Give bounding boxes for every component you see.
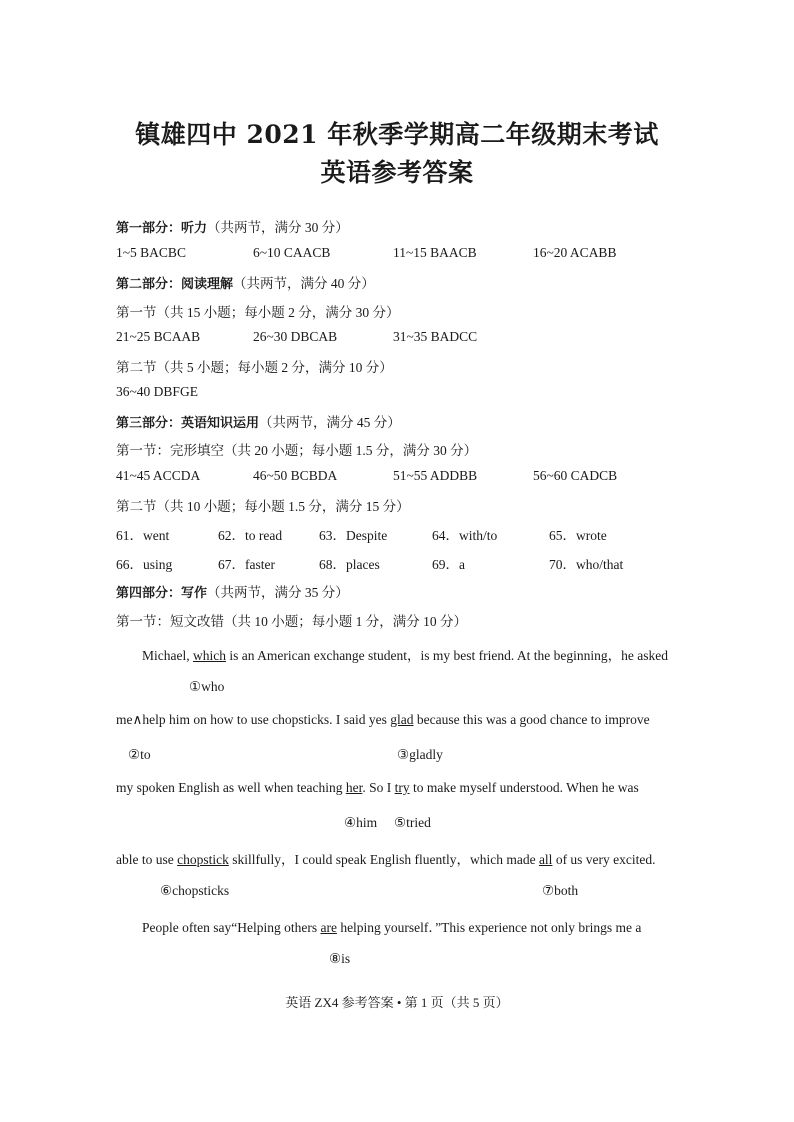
fill-answer: 67．faster bbox=[218, 557, 275, 572]
fill-answer: 68．places bbox=[319, 557, 380, 572]
page-title: 镇雄四中 2021 年秋季学期高二年级期末考试 bbox=[135, 120, 659, 149]
fill-answer: 65．wrote bbox=[549, 528, 607, 543]
part4-header bbox=[116, 581, 349, 601]
fill-answer: 62．to read bbox=[218, 528, 283, 543]
error-word: try bbox=[394, 780, 410, 795]
part3-header bbox=[116, 411, 401, 431]
part1-header bbox=[116, 216, 349, 236]
error-word: her bbox=[345, 780, 363, 795]
answer-group: 16~20 ACABB bbox=[533, 245, 617, 260]
part3-section2-label: 第二节（共 10 小题；每小题 1.5 分，满分 15 分） bbox=[116, 499, 410, 514]
answer-group: 31~35 BADCC bbox=[393, 329, 478, 344]
answer-group: 46~50 BCBDA bbox=[253, 468, 338, 483]
part1-heading: 第一部分：听力 bbox=[116, 221, 208, 236]
correction: ③gladly bbox=[397, 747, 443, 762]
part2-note: （共两节，满分 40 分） bbox=[233, 276, 375, 291]
answer-group: 6~10 CAACB bbox=[253, 245, 331, 260]
error-word: chopstick bbox=[177, 852, 229, 867]
error-word: which bbox=[192, 648, 226, 663]
part2-section2-label: 第二节（共 5 小题；每小题 2 分，满分 10 分） bbox=[116, 360, 393, 375]
fill-answer: 61．went bbox=[116, 528, 170, 543]
part2-section1-label: 第一节（共 15 小题；每小题 2 分，满分 30 分） bbox=[116, 305, 400, 320]
fill-answer: 70．who/that bbox=[549, 557, 624, 572]
correction: ⑧is bbox=[329, 951, 351, 966]
correction: ⑦both bbox=[542, 883, 579, 898]
part3-heading: 第三部分：英语知识运用 bbox=[116, 416, 260, 431]
part3-section1-label: 第一节：完形填空（共 20 小题；每小题 1.5 分，满分 30 分） bbox=[116, 443, 478, 458]
essay-line-3: my spoken English as well when teaching her. So I try to make myself understood. When he was bbox=[116, 780, 639, 795]
page-subtitle: 英语参考答案 bbox=[320, 158, 474, 187]
part4-section1-label: 第一节：短文改错（共 10 小题；每小题 1 分，满分 10 分） bbox=[116, 614, 467, 629]
answer-group: 51~55 ADDBB bbox=[393, 468, 478, 483]
essay-line-5: People often say“Helping others are helping yourself．”This experience not only brings me a bbox=[142, 920, 642, 935]
correction: ②to bbox=[128, 747, 151, 762]
part1-note: （共两节，满分 30 分） bbox=[207, 220, 349, 235]
answer-group: 26~30 DBCAB bbox=[253, 329, 338, 344]
error-word: all bbox=[538, 852, 553, 867]
part2-header bbox=[116, 272, 375, 292]
error-word: glad bbox=[390, 712, 414, 727]
part3-note: （共两节，满分 45 分） bbox=[259, 415, 401, 430]
part4-heading: 第四部分：写作 bbox=[116, 586, 208, 601]
answer-group: 1~5 BACBC bbox=[116, 245, 186, 260]
fill-answer: 69．a bbox=[432, 557, 465, 572]
error-word: are bbox=[320, 920, 337, 935]
answer-group: 11~15 BAACB bbox=[393, 245, 477, 260]
answer-group: 21~25 BCAAB bbox=[116, 329, 201, 344]
fill-answer: 63．Despite bbox=[319, 528, 388, 543]
correction: ④him bbox=[344, 815, 378, 830]
part4-note: （共两节，满分 35 分） bbox=[207, 585, 349, 600]
fill-answer: 66．using bbox=[116, 557, 173, 572]
answer-group: 56~60 CADCB bbox=[533, 468, 618, 483]
essay-line-2: me∧help him on how to use chopsticks. I said yes glad because this was a good chance to improve bbox=[116, 712, 650, 727]
essay-line-1: Michael, which is an American exchange student，is my best friend. At the beginning，he asked bbox=[142, 648, 669, 663]
page-footer: 英语 ZX4 参考答案 • 第 1 页（共 5 页） bbox=[285, 995, 509, 1010]
correction: ⑥chopsticks bbox=[160, 883, 230, 898]
answer-group: 41~45 ACCDA bbox=[116, 468, 201, 483]
answer-group: 36~40 DBFGE bbox=[116, 384, 198, 399]
part2-heading: 第二部分：阅读理解 bbox=[116, 277, 234, 292]
correction: ①who bbox=[189, 679, 225, 694]
fill-answer: 64．with/to bbox=[432, 528, 498, 543]
essay-line-4: able to use chopstick skillfully，I could speak English fluently，which made all of us very excited. bbox=[116, 852, 656, 867]
correction: ⑤tried bbox=[394, 815, 431, 830]
